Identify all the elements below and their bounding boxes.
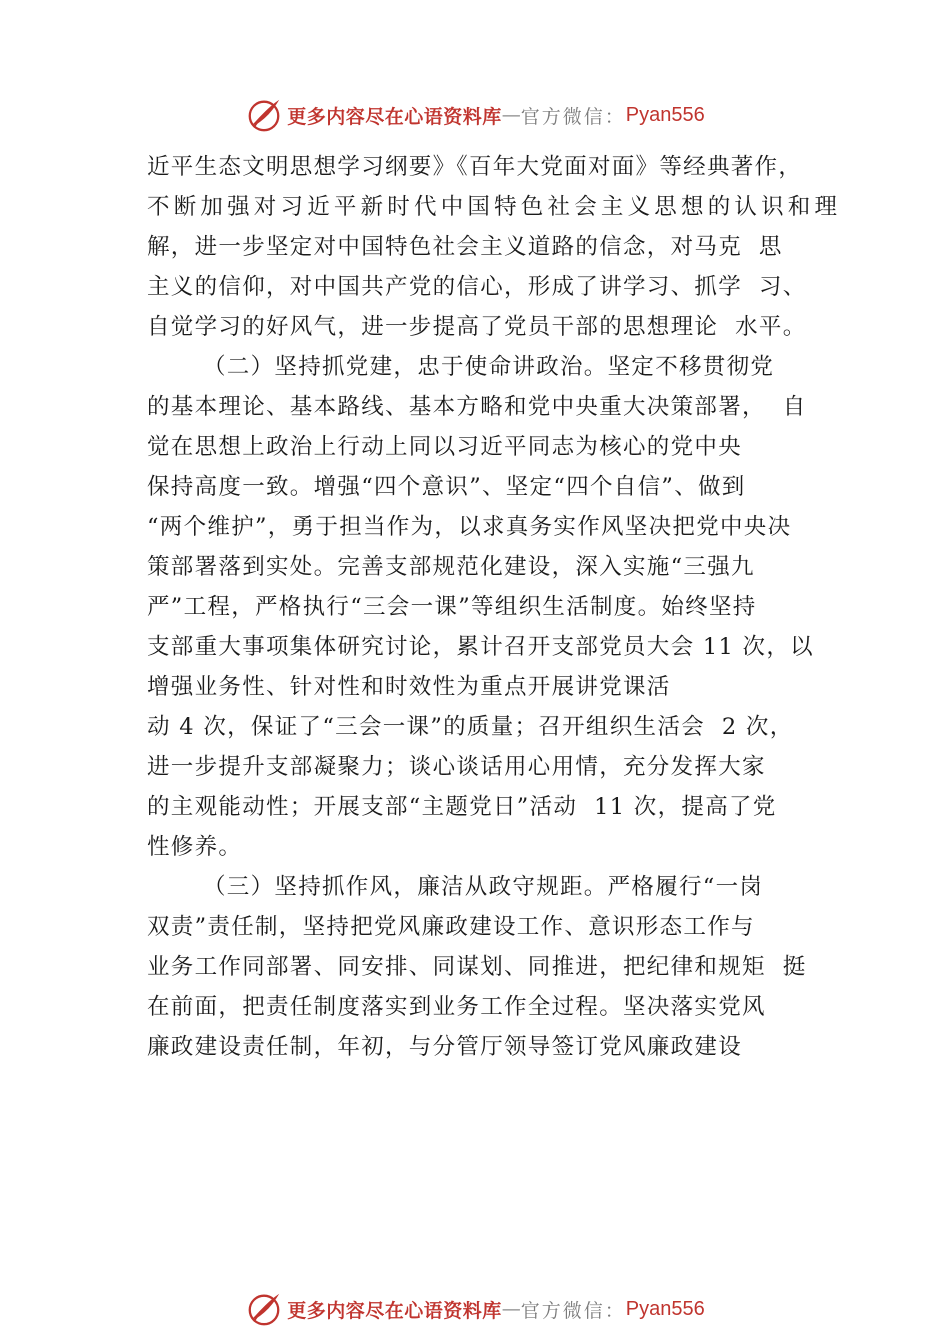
footer-banner bbox=[0, 1289, 950, 1329]
text-line: 双责”责任制，坚持把党风廉政建设工作、意识形态工作与 bbox=[147, 914, 755, 940]
quill-pen-icon bbox=[245, 96, 283, 134]
header-banner bbox=[0, 95, 950, 135]
text-line: 觉在思想上政治上行动上同以习近平同志为核心的党中央 bbox=[147, 434, 743, 460]
header-brand: 更多内容尽在心语资料库 bbox=[287, 105, 502, 128]
text-line: 性修养。 bbox=[147, 834, 243, 860]
document-body bbox=[147, 147, 837, 1067]
quill-pen-icon bbox=[245, 1290, 283, 1328]
paragraph-start-line: （三）坚持抓作风，廉洁从政守规距。严格履行“一岗 bbox=[203, 874, 764, 900]
text-line: 的基本理论、基本路线、基本方略和党中央重大决策部署， 自 bbox=[147, 394, 807, 420]
footer-separator: — bbox=[501, 1298, 521, 1320]
text-line: 在前面，把责任制度落实到业务工作全过程。坚决落实党风 bbox=[147, 994, 766, 1020]
text-line: 动 4 次，保证了“三会一课”的质量；召开组织生活会 2 次， bbox=[147, 714, 794, 740]
header-wechat-label: 官方微信： bbox=[520, 105, 626, 128]
text-line: 增强业务性、针对性和时效性为重点开展讲党课活 bbox=[147, 674, 671, 700]
text-line: 进一步提升支部凝聚力；谈心谈话用心用情，充分发挥大家 bbox=[147, 754, 766, 780]
text-line: 廉政建设责任制，年初，与分管厅领导签订党风廉政建设 bbox=[147, 1034, 743, 1060]
text-line: 解，进一步坚定对中国特色社会主义道路的信念，对马克 思 bbox=[147, 234, 783, 260]
header-separator: — bbox=[501, 104, 521, 126]
text-line: 的主观能动性；开展支部“主题党日”活动 11 次，提高了党 bbox=[147, 794, 777, 820]
text-line: 策部署落到实处。完善支部规范化建设，深入实施“三强九 bbox=[147, 554, 755, 580]
text-line: 近平生态文明思想学习纲要》《百年大党面对面》等经典著作， bbox=[147, 154, 803, 180]
text-line: 主义的信仰，对中国共产党的信心，形成了讲学习、抓学 习、 bbox=[147, 274, 807, 300]
footer-brand: 更多内容尽在心语资料库 bbox=[287, 1299, 502, 1322]
text-line: 自觉学习的好风气，进一步提高了党员干部的思想理论 水平。 bbox=[147, 314, 807, 340]
text-line: 严”工程，严格执行“三会一课”等组织生活制度。始终坚持 bbox=[147, 594, 757, 620]
text-line: 业务工作同部署、同安排、同谋划、同推进，把纪律和规矩 挺 bbox=[147, 954, 807, 980]
header-wechat-id: Pyan556 bbox=[625, 103, 705, 126]
text-line: 支部重大事项集体研究讨论，累计召开支部党员大会 11 次，以 bbox=[147, 634, 814, 660]
footer-wechat-label: 官方微信： bbox=[520, 1299, 626, 1322]
text-line: “两个维护”，勇于担当作为，以求真务实作风坚决把党中央决 bbox=[147, 514, 792, 540]
footer-wechat-id: Pyan556 bbox=[625, 1297, 705, 1320]
text-line: 保持高度一致。增强“四个意识”、坚定“四个自信”、做到 bbox=[147, 474, 746, 500]
text-line: 不断加强对习近平新时代中国特色社会主义思想的认识和理 bbox=[147, 194, 837, 220]
paragraph-start-line: （二）坚持抓党建，忠于使命讲政治。坚定不移贯彻党 bbox=[203, 354, 775, 380]
